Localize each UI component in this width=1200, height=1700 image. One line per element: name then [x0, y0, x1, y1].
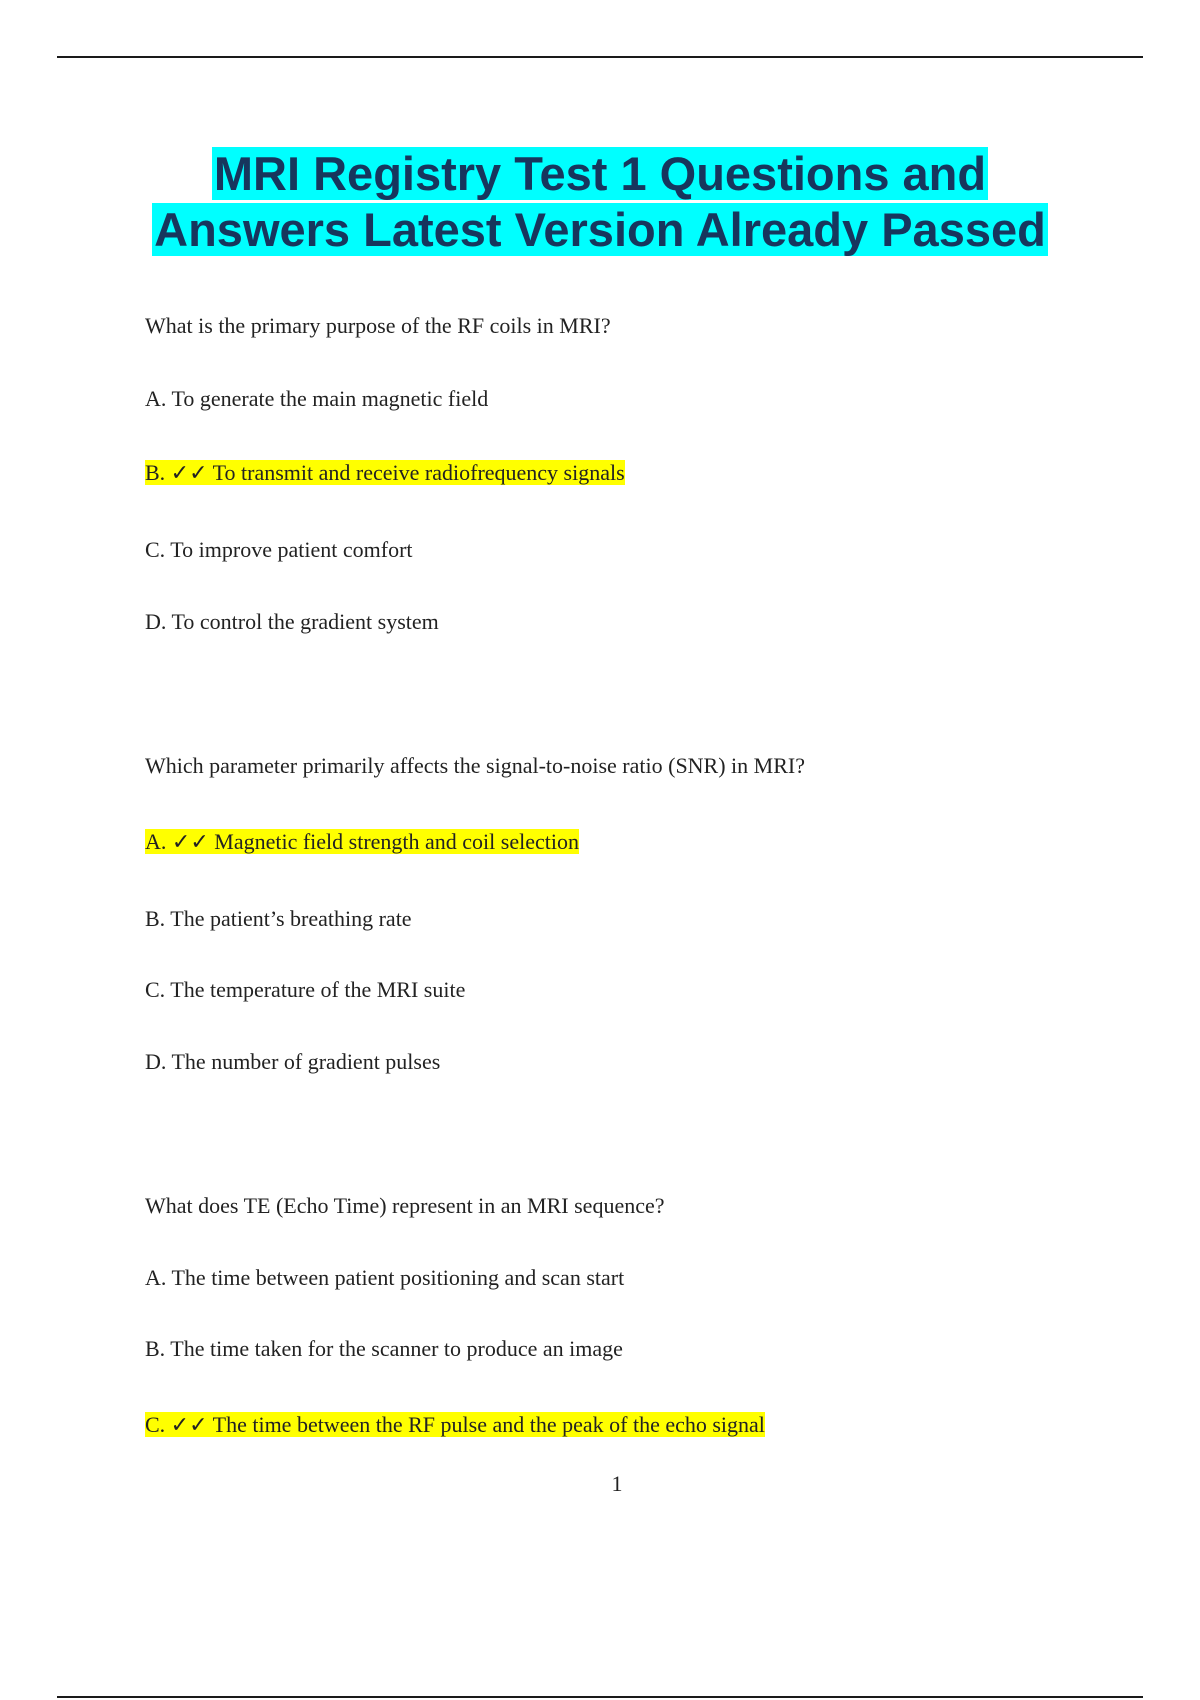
bottom-rule	[57, 1696, 1143, 1698]
question-2-prompt: Which parameter primarily affects the signal-to-noise ratio (SNR) in MRI?	[145, 753, 805, 778]
question-3-option-c-correct: C. ✓✓ The time between the RF pulse and the peak of the echo signal	[145, 1412, 765, 1437]
question-2-option-c: C. The temperature of the MRI suite	[145, 977, 466, 1002]
question-1-option-c: C. To improve patient comfort	[145, 537, 413, 562]
question-2-option-a-correct: A. ✓✓ Magnetic field strength and coil selection	[145, 829, 579, 854]
title-line-2: Answers Latest Version Already Passed	[154, 203, 1046, 256]
question-1-prompt: What is the primary purpose of the RF coils in MRI?	[145, 313, 611, 338]
question-2-option-b: B. The patient’s breathing rate	[145, 906, 412, 931]
question-3-prompt: What does TE (Echo Time) represent in an MRI sequence?	[145, 1193, 665, 1218]
top-rule	[57, 56, 1143, 58]
question-3-option-b: B. The time taken for the scanner to produce an image	[145, 1336, 623, 1361]
page-number: 1	[611, 1471, 623, 1496]
title-line-1: MRI Registry Test 1 Questions and	[213, 147, 987, 200]
question-1-option-a: A. To generate the main magnetic field	[145, 386, 489, 411]
document-title	[0, 146, 1200, 258]
question-1-option-d: D. To control the gradient system	[145, 609, 439, 634]
question-2-option-d: D. The number of gradient pulses	[145, 1049, 441, 1074]
question-3-option-a: A. The time between patient positioning and scan start	[145, 1265, 625, 1290]
question-1-option-b-correct: B. ✓✓ To transmit and receive radiofrequency signals	[145, 460, 625, 485]
